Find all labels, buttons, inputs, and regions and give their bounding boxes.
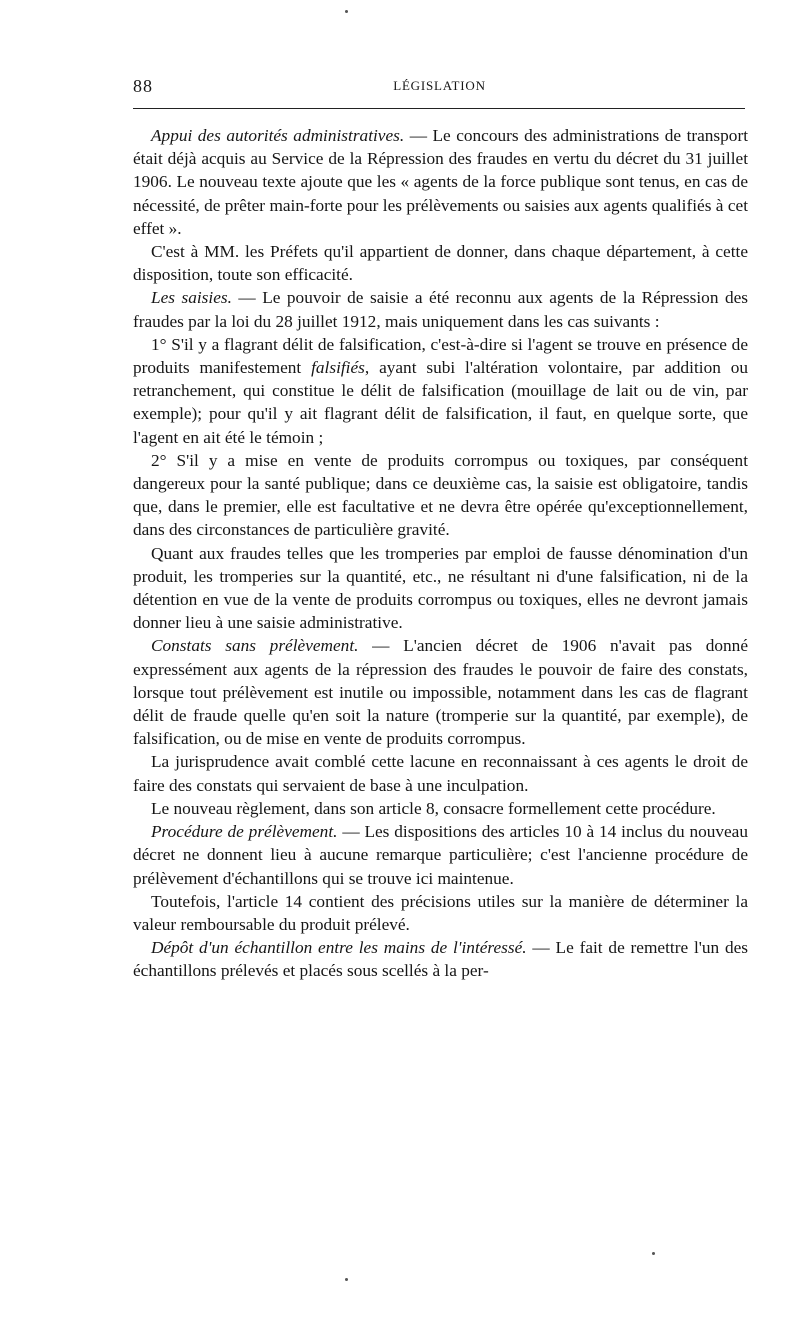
emphasis: falsifiés: [311, 358, 365, 378]
section-lead: Les saisies.: [151, 288, 232, 308]
section-lead: Dépôt d'un échantillon entre les mains de l'intéressé.: [151, 938, 527, 958]
paragraph-text: Quant aux fraudes telles que les tromperies par emploi de fausse dénomination d'un produit, les tromperies sur la quantité, etc., ne résultant ni d'une falsification, ni de la détention en vue de la vente de produits corrompus ou toxiques, elles ne devront jamais donner lieu à une saisie administrative.: [133, 543, 748, 633]
paragraph: [133, 890, 748, 936]
paragraph-text: Le nouveau règlement, dans son article 8, consacre formellement cette procédure.: [151, 798, 716, 818]
page-number: 88: [133, 76, 153, 96]
paragraph-text: 2° S'il y a mise en vente de produits corrompus ou toxiques, par conséquent dangereux pour la santé publique; dans ce deuxième cas, la saisie est obligatoire, tandis que, dans le premier, elle est facultative et ne devra être opérée qu'exceptionnellement, dans des circonstances de particulière gravité.: [133, 450, 748, 540]
paragraph-text: 1° S'il y a flagrant délit de falsification, c'est-à-dire si l'agent se trouve en présence de produits manifestement: [133, 334, 748, 378]
paragraph: [133, 240, 748, 286]
paragraph: [133, 750, 748, 796]
paragraph-case-2: [133, 449, 748, 542]
body-text: [133, 124, 748, 983]
page-header: [133, 72, 746, 106]
paragraph-text: — Le concours des administrations de transport était déjà acquis au Service de la Répression des fraudes en vertu du décret du 31 juillet 1906. Le nouveau texte ajoute que les « agents de la force publique sont tenus, en cas de nécessité, de prêter main-forte pour les prélèvements ou saisies aux agents qualifiés à cet effet ».: [133, 126, 748, 238]
paragraph-procedure: [133, 820, 748, 890]
paragraph-text: — Les dispositions des articles 10 à 14 inclus du nouveau décret ne donnent lieu à aucune remarque particulière; c'est l'ancienne procédure de prélèvement d'échantillons qui se trouve ici maintenue.: [133, 822, 748, 888]
paragraph: [133, 797, 748, 820]
paper-speck: [345, 10, 348, 13]
paragraph-text: — Le pouvoir de saisie a été reconnu aux agents de la Répression des fraudes par la loi du 28 juillet 1912, mais uniquement dans les cas suivants :: [133, 288, 748, 331]
paragraph-depot: [133, 936, 748, 982]
section-lead: Appui des autorités administratives.: [151, 126, 405, 145]
paper-speck: [652, 1252, 655, 1255]
paragraph: [133, 542, 748, 635]
paper-speck: [345, 1278, 348, 1281]
paragraph-appui: [133, 124, 748, 240]
paragraph-constats: [133, 634, 748, 750]
paragraph-text: C'est à MM. les Préfets qu'il appartient de donner, dans chaque département, à cette disposition, toute son efficacité.: [133, 242, 748, 285]
paragraph-case-1: [133, 333, 748, 449]
section-lead: Constats sans prélèvement.: [151, 636, 359, 656]
section-lead: Procédure de prélèvement.: [151, 822, 338, 842]
paragraph-text: — Le fait de remettre l'un des échantillons prélevés et placés sous scellés à la per-: [133, 938, 748, 981]
running-title: LÉGISLATION: [393, 78, 486, 93]
paragraph-text: — L'ancien décret de 1906 n'avait pas donné expressément aux agents de la répression des fraudes le pouvoir de faire des constats, lorsque tout prélèvement est inutile ou impossible, notamment dans les cas de flagrant délit de fraude quelle qu'en soit la nature (tromperie sur la quantité, par exemple), de falsification, ou de mise en vente de produits corrompus.: [133, 636, 748, 749]
paragraph-text: La jurisprudence avait comblé cette lacune en reconnaissant à ces agents le droit de faire des constats qui servaient de base à une inculpation.: [133, 752, 748, 795]
header-rule: [133, 108, 745, 109]
paragraph-text: Toutefois, l'article 14 contient des précisions utiles sur la manière de déterminer la valeur remboursable du produit prélevé.: [133, 891, 748, 934]
paragraph-text: , ayant subi l'altération volontaire, par addition ou retranchement, qui constitue le délit de falsification (mouillage de lait ou de vin, par exemple); pour qu'il y ait flagrant délit de falsification, il faut, en quelque sorte, que l'agent en ait été le témoin ;: [133, 358, 749, 447]
paragraph-saisies: [133, 286, 748, 332]
